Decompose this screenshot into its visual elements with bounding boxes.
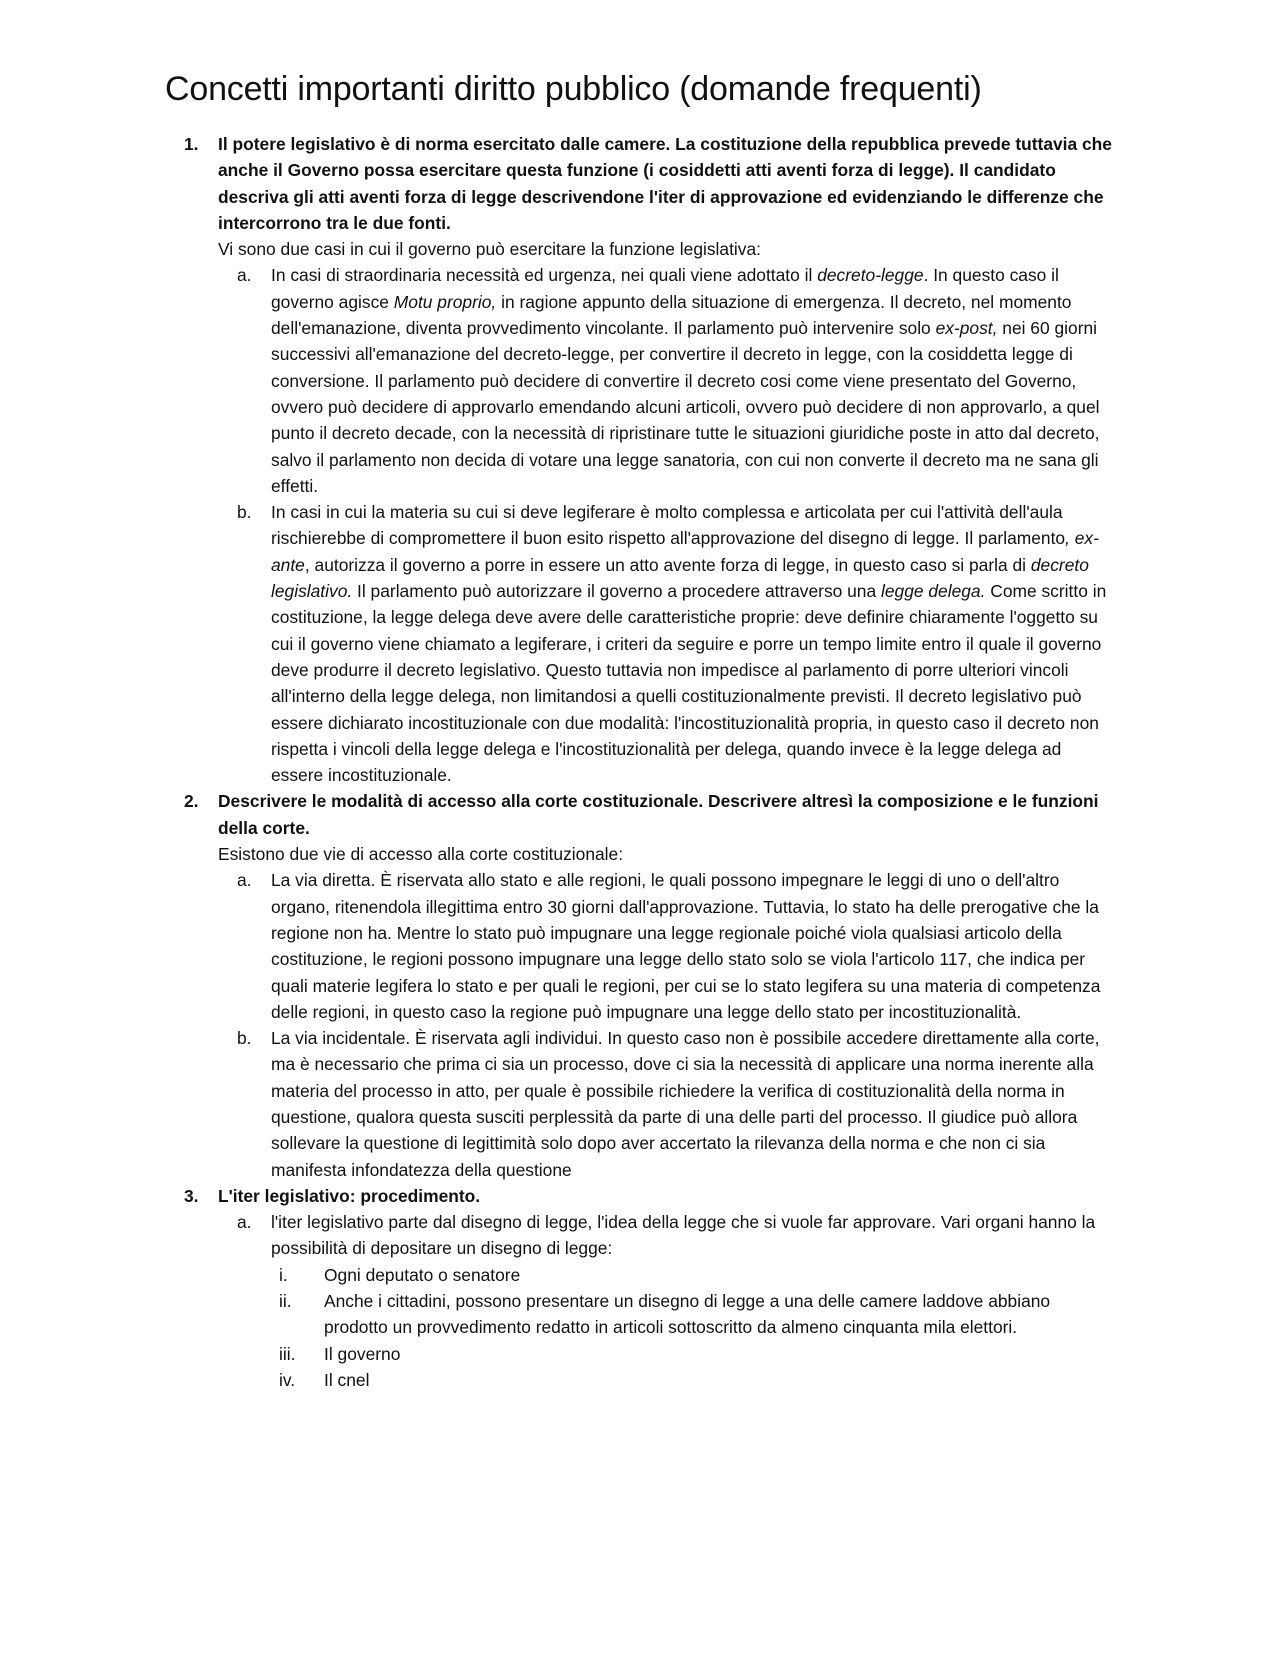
emphasis: Motu proprio, [393, 291, 497, 312]
sub-item-text: Il governo [324, 1343, 401, 1364]
item-label: a. [237, 870, 252, 891]
page-title: Concetti importanti diritto pubblico (domande frequenti) [165, 70, 982, 108]
item-text: La via diretta. È riservata allo stato e alle regioni, le quali possono impegnare le leggi di uno o dell'altro organo, ritenendola illegittima entro 30 giorni dall'approvazione. Tuttavia, lo stato ha delle prerogative che la regione non ha. Mentre lo stato può impugnare una legge regionale poiché viola qualsiasi articolo della costituzione, le regioni possono impugnare una legge dello stato solo se viola l'articolo 117, che indica per quali materie legifera lo stato e per quali le regioni, per cui se lo stato legifera su una materia di competenza delle regioni, in questo caso la regione può impugnare una legge dello stato per incostituzionalità. [271, 870, 1101, 1022]
answer-item [218, 867, 1112, 1025]
question-number: 2. [184, 791, 199, 812]
sub-item-label: iv. [279, 1369, 296, 1390]
answer-item [218, 1025, 1112, 1183]
sub-item [271, 1341, 1112, 1367]
item-label: a. [237, 265, 252, 286]
item-text: l'iter legislativo parte dal disegno di legge, l'idea della legge che si vuole far approvare. Vari organi hanno la possibilità di depositare un disegno di legge: [271, 1212, 1096, 1259]
sub-item-label: iii. [279, 1343, 296, 1364]
item-label: b. [237, 502, 252, 523]
emphasis: decreto-legge [817, 265, 924, 286]
answer-item [218, 499, 1112, 788]
question-number: 1. [184, 134, 199, 154]
sub-item-label: ii. [279, 1291, 292, 1312]
sub-item [271, 1262, 1112, 1288]
sub-item [271, 1288, 1112, 1341]
question-text: L'iter legislativo: procedimento. [218, 1185, 481, 1206]
item-text: La via incidentale. È riservata agli individui. In questo caso non è possibile accedere direttamente alla corte, ma è necessario che prima ci sia un processo, dove ci sia la necessità di applicare una norma inerente alla materia del processo in atto, per quale è possibile richiedere la verifica di costituzionalità della norma in questione, qualora questa susciti perplessità da parte di una delle parti del processo. Il giudice può allora sollevare la questione di legittimità solo dopo aver accertato la rilevanza della norma e che non ci sia manifesta infondatezza della questione [271, 1028, 1100, 1180]
answer-intro: Esistono due vie di accesso alla corte costituzionale: [218, 844, 624, 865]
sub-item [271, 1367, 1112, 1393]
question-text: Descrivere le modalità di accesso alla corte costituzionale. Descrivere altresì la composizione e le funzioni della corte. [218, 791, 1099, 838]
answer-item [218, 1209, 1112, 1393]
emphasis: , ex-ante [271, 528, 1099, 575]
sub-item-text: Ogni deputato o senatore [324, 1264, 521, 1285]
emphasis: legge delega. [881, 581, 986, 602]
answer-intro: Vi sono due casi in cui il governo può esercitare la funzione legislativa: [218, 239, 761, 260]
sub-item-text: Il cnel [324, 1369, 370, 1390]
item-text: In casi in cui la materia su cui si deve legiferare è molto complessa e articolata per cui l'attività dell'aula rischierebbe di compromettere il buon esito rispetto all'approvazione del disegno di legge. Il parlamento, ex-ante, autorizza il governo a porre in essere un atto avente forza di legge, in questo caso si parla di decreto legislativo. Il parlamento può autorizzare il governo a procedere attraverso una legge delega. Come scritto in costituzione, la legge delega deve avere delle caratteristiche proprie: deve definire chiaramente l'oggetto su cui il governo viene chiamato a legiferare, i criteri da seguire e porre un tempo limite entro il quale il governo deve produrre il decreto legislativo. Questo tuttavia non impedisce al parlamento di porre ulteriori vincoli all'interno della legge delega, non limitandosi a quelli costituzionalmente previsti. Il decreto legislativo può essere dichiarato incostituzionale con due modalità: l'incostituzionalità propria, in questo caso il decreto non rispetta i vincoli della legge delega e l'incostituzionalità per delega, quando invece è la legge delega ad essere incostituzionale. [271, 502, 1107, 786]
question-3 [165, 1183, 1112, 1393]
sub-item-label: i. [279, 1264, 288, 1285]
item-label: a. [237, 1212, 252, 1233]
question-1 [165, 131, 1112, 788]
sub-item-text: Anche i cittadini, possono presentare un disegno di legge a una delle camere laddove abbiano prodotto un provvedimento redatto in articoli sottoscritto da almeno cinquanta mila elettori. [324, 1291, 1051, 1338]
answer-item [218, 262, 1112, 499]
item-text: In casi di straordinaria necessità ed urgenza, nei quali viene adottato il decreto-legge. In questo caso il governo agisce Motu proprio, in ragione appunto della situazione di emergenza. Il decreto, nel momento dell'emanazione, diventa provvedimento vincolante. Il parlamento può intervenire solo ex-post, nei 60 giorni successivi all'emanazione del decreto-legge, per convertire il decreto in legge, con la cosiddetta legge di conversione. Il parlamento può decidere di convertire il decreto cosi come viene presentato del Governo, ovvero può decidere di approvarlo emendando alcuni articoli, ovvero può decidere di non approvarlo, a quel punto il decreto decade, con la necessità di ripristinare tutte le situazioni giuridiche poste in atto dal decreto, salvo il parlamento non decida di votare una legge sanatoria, con cui non converte il decreto ma ne sana gli effetti. [271, 265, 1100, 496]
question-text: Il potere legislativo è di norma esercitato dalle camere. La costituzione della repubblica prevede tuttavia che anche il Governo possa esercitare questa funzione (i cosiddetti atti aventi forza di legge). Il candidato descriva gli atti aventi forza di legge descrivendone l'iter di approvazione ed evidenziando le differenze che intercorrono tra le due fonti. [218, 134, 1112, 233]
question-number: 3. [184, 1185, 199, 1206]
emphasis: decreto legislativo. [271, 554, 1089, 602]
emphasis: ex-post, [935, 318, 998, 339]
item-label: b. [237, 1028, 252, 1049]
question-2 [165, 788, 1112, 1182]
